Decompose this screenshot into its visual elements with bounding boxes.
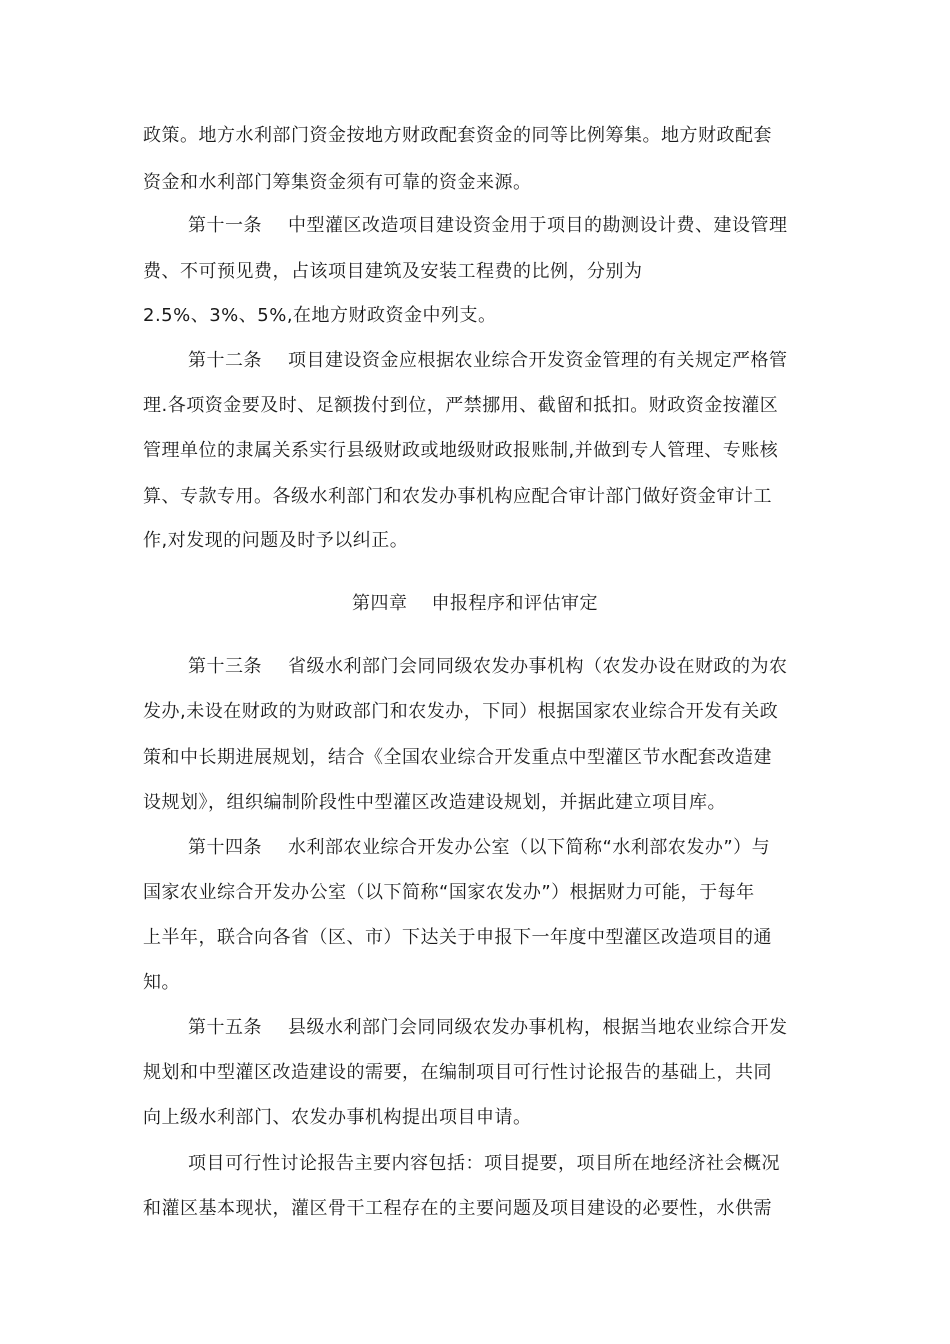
paragraph-line: 项目可行性讨论报告主要内容包括：项目提要，项目所在地经济社会概况 [188, 1153, 780, 1174]
paragraph-line: 算、专款专用。各级水利部门和农发办事机构应配合审计部门做好资金审计工 [143, 486, 772, 507]
paragraph-line: 作,对发现的问题及时予以纠正。 [143, 530, 409, 551]
article-text: 中型灌区改造项目建设资金用于项目的勘测设计费、建设管理 [288, 215, 788, 236]
chapter-number: 第四章 [352, 593, 408, 614]
paragraph-line: 发办,未设在财政的为财政部门和农发办，下同）根据国家农业综合开发有关政 [143, 701, 779, 722]
article-number: 第十三条 [188, 656, 262, 677]
paragraph-line: 设规划》，组织编制阶段性中型灌区改造建设规划，并据此建立项目库。 [143, 792, 726, 813]
paragraph-line: 资金和水利部门筹集资金须有可靠的资金来源。 [143, 172, 532, 193]
paragraph-line: 策和中长期进展规划，结合《全国农业综合开发重点中型灌区节水配套改造建 [143, 747, 772, 768]
article-text: 项目建设资金应根据农业综合开发资金管理的有关规定严格管 [288, 350, 788, 371]
paragraph-line: 和灌区基本现状，灌区骨干工程存在的主要问题及项目建设的必要性，水供需 [143, 1198, 772, 1219]
paragraph-line: 向上级水利部门、农发办事机构提出项目申请。 [143, 1107, 532, 1128]
article-11-line [188, 214, 788, 238]
article-14-line [188, 836, 770, 860]
article-12-line [188, 349, 788, 373]
paragraph-line: 政策。地方水利部门资金按地方财政配套资金的同等比例筹集。地方财政配套 [143, 125, 772, 146]
article-number: 第十四条 [188, 837, 262, 858]
paragraph-line: 国家农业综合开发办公室（以下简称“国家农发办”）根据财力可能，于每年 [143, 882, 755, 903]
article-15-line [188, 1016, 788, 1040]
paragraph-line: 费、不可预见费，占该项目建筑及安装工程费的比例，分别为 [143, 261, 643, 282]
article-text: 省级水利部门会同同级农发办事机构（农发办设在财政的为农 [288, 656, 788, 677]
article-number: 第十一条 [188, 215, 262, 236]
paragraph-line: 2.5%、3%、5%,在地方财政资金中列支。 [143, 305, 497, 326]
article-text: 水利部农业综合开发办公室（以下简称“水利部农发办”）与 [288, 837, 771, 858]
paragraph-line: 规划和中型灌区改造建设的需要，在编制项目可行性讨论报告的基础上，共同 [143, 1062, 772, 1083]
article-number: 第十五条 [188, 1017, 262, 1038]
paragraph-line: 知。 [143, 972, 180, 993]
article-13-line [188, 655, 788, 679]
article-text: 县级水利部门会同同级农发办事机构，根据当地农业综合开发 [288, 1017, 788, 1038]
paragraph-line: 上半年，联合向各省（区、市）下达关于申报下一年度中型灌区改造项目的通 [143, 927, 772, 948]
article-number: 第十二条 [188, 350, 262, 371]
paragraph-line: 管理单位的隶属关系实行县级财政或地级财政报账制,并做到专人管理、专账核 [143, 440, 779, 461]
paragraph-line: 理.各项资金要及时、足额拨付到位，严禁挪用、截留和抵扣。财政资金按灌区 [143, 395, 779, 416]
chapter-heading [0, 592, 950, 616]
chapter-title: 申报程序和评估审定 [431, 593, 598, 614]
